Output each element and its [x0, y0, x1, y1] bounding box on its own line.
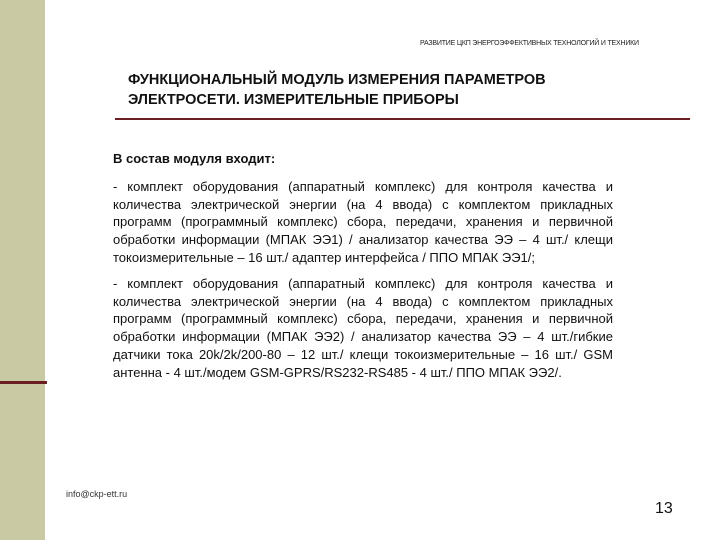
- title-line-2: ЭЛЕКТРОСЕТИ. ИЗМЕРИТЕЛЬНЫЕ ПРИБОРЫ: [128, 92, 459, 108]
- title-divider: [115, 118, 690, 120]
- content-subheading: В состав модуля входит:: [113, 151, 276, 166]
- page-number: 13: [655, 500, 673, 517]
- side-band: [0, 0, 45, 540]
- list-item: - комплект оборудования (аппаратный комплекс) для контроля качества и количества электрической энергии (на 4 ввода) с комплектом прикладных программ (программный комплекс) сбора, передачи, хранения и первичной обработки информации (МПАК ЭЭ2) / анализатор качества ЭЭ – 4 шт./гибкие датчики тока 20k/2k/200-80 – 12 шт./ клещи токоизмерительные – 16 шт./ GSM антенна - 4 шт./модем GSM-GPRS/RS232-RS485 - 4 шт./ ППО МПАК ЭЭ2/.: [113, 275, 613, 380]
- side-band-divider: [0, 381, 47, 384]
- title-line-1: ФУНКЦИОНАЛЬНЫЙ МОДУЛЬ ИЗМЕРЕНИЯ ПАРАМЕТРОВ: [128, 72, 546, 88]
- header-org-text: РАЗВИТИЕ ЦКП ЭНЕРГОЭФФЕКТИВНЫХ ТЕХНОЛОГИЙ И ТЕХНИКИ: [420, 40, 639, 47]
- list-item: - комплект оборудования (аппаратный комплекс) для контроля качества и количества электрической энергии (на 4 ввода) с комплектом прикладных программ (программный комплекс) сбора, передачи, хранения и первичной обработки информации (МПАК ЭЭ1) / анализатор качества ЭЭ – 4 шт./ клещи токоизмерительные – 16 шт./ адаптер интерфейса / ППО МПАК ЭЭ1/;: [113, 178, 613, 265]
- page-title: [128, 70, 628, 110]
- content-body: [113, 150, 613, 390]
- footer-email: info@ckp-ett.ru: [66, 489, 128, 499]
